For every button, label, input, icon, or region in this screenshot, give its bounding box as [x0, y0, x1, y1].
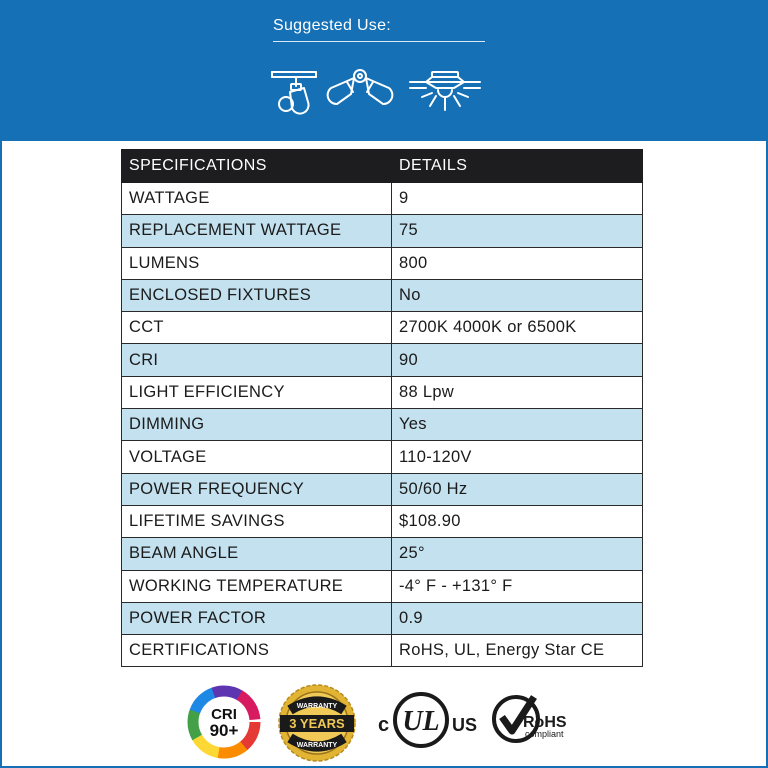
- spec-name: DIMMING: [122, 409, 392, 441]
- spec-name: POWER FACTOR: [122, 602, 392, 634]
- spec-value: 110-120V: [392, 441, 643, 473]
- table-row: [122, 279, 643, 311]
- table-row: [122, 215, 643, 247]
- spec-value: $108.90: [392, 505, 643, 537]
- ul-c-text: c: [378, 714, 390, 736]
- ul-us-text: US: [452, 715, 478, 735]
- suggested-use-title: Suggested Use:: [273, 17, 392, 34]
- cri-90-badge: [186, 684, 262, 760]
- spec-value: 75: [392, 215, 643, 247]
- spec-value: Yes: [392, 409, 643, 441]
- table-row: [122, 441, 643, 473]
- table-row: [122, 247, 643, 279]
- spec-value: No: [392, 279, 643, 311]
- table-row: [122, 376, 643, 408]
- column-header-specifications: SPECIFICATIONS: [122, 150, 392, 183]
- spec-name: BEAM ANGLE: [122, 538, 392, 570]
- spec-value: 50/60 Hz: [392, 473, 643, 505]
- spec-name: LIFETIME SAVINGS: [122, 505, 392, 537]
- cri-label: CRI: [211, 706, 237, 723]
- rohs-text: RoHS: [523, 714, 567, 731]
- table-row: [122, 602, 643, 634]
- spec-value: RoHS, UL, Energy Star CE: [392, 635, 643, 667]
- spec-name: POWER FREQUENCY: [122, 473, 392, 505]
- twin-spotlight-icon: [325, 64, 395, 112]
- spec-name: WATTAGE: [122, 183, 392, 215]
- spec-name: CRI: [122, 344, 392, 376]
- title-underline: [273, 41, 485, 42]
- table-row: [122, 505, 643, 537]
- spec-value: 9: [392, 183, 643, 215]
- table-row: [122, 409, 643, 441]
- ul-certification-mark: [376, 687, 478, 753]
- table-row: [122, 183, 643, 215]
- warranty-3-years-badge: [276, 683, 358, 763]
- table-row: [122, 570, 643, 602]
- specifications-table: [121, 149, 643, 667]
- spec-name: ENCLOSED FIXTURES: [122, 279, 392, 311]
- spec-value: 2700K 4000K or 6500K: [392, 312, 643, 344]
- table-row: [122, 635, 643, 667]
- column-header-details: DETAILS: [392, 150, 643, 183]
- spec-name: LIGHT EFFICIENCY: [122, 376, 392, 408]
- table-header-row: [122, 150, 643, 183]
- warranty-years-text: 3 YEARS: [289, 716, 345, 731]
- spec-name: WORKING TEMPERATURE: [122, 570, 392, 602]
- spec-value: 25°: [392, 538, 643, 570]
- table-row: [122, 538, 643, 570]
- table-row: [122, 344, 643, 376]
- warranty-top-text: WARRANTY: [296, 703, 338, 710]
- spec-value: 0.9: [392, 602, 643, 634]
- spec-name: VOLTAGE: [122, 441, 392, 473]
- rohs-compliant-text: compliant: [525, 729, 564, 739]
- ul-center-text: UL: [402, 706, 440, 737]
- spec-value: 800: [392, 247, 643, 279]
- spec-name: LUMENS: [122, 247, 392, 279]
- spec-name: CCT: [122, 312, 392, 344]
- ceiling-light-icon: [408, 64, 482, 116]
- track-light-icon: [270, 64, 322, 118]
- spec-value: -4° F - +131° F: [392, 570, 643, 602]
- cri-value: 90+: [209, 721, 239, 740]
- suggested-use-header: [0, 0, 768, 141]
- spec-name: CERTIFICATIONS: [122, 635, 392, 667]
- spec-name: REPLACEMENT WATTAGE: [122, 215, 392, 247]
- rohs-compliant-mark: [490, 691, 582, 747]
- spec-value: 88 Lpw: [392, 376, 643, 408]
- spec-value: 90: [392, 344, 643, 376]
- warranty-bottom-text: WARRANTY: [296, 742, 338, 749]
- table-row: [122, 473, 643, 505]
- table-row: [122, 312, 643, 344]
